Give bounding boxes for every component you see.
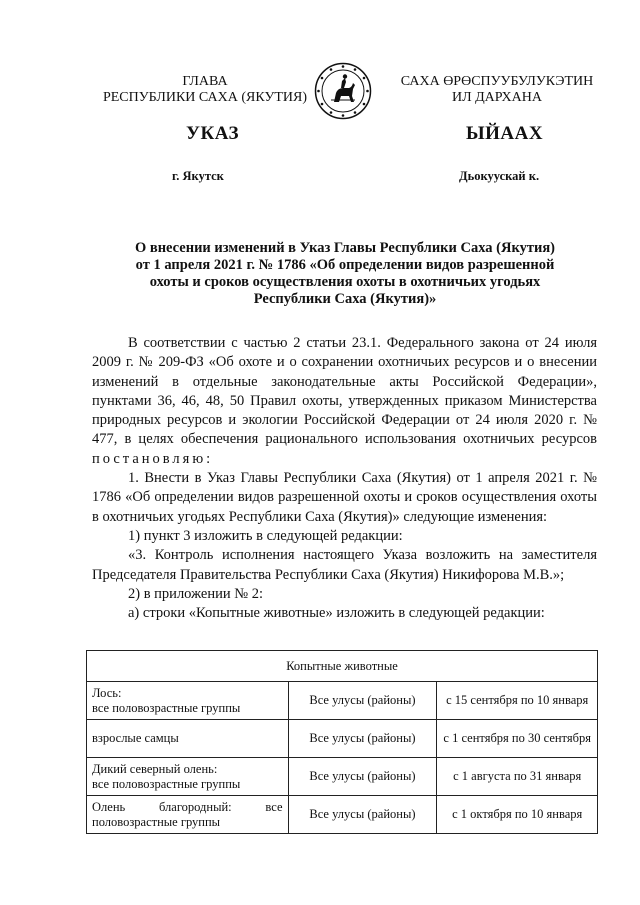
animal-group: все половозрастные группы: [92, 700, 241, 715]
table-caption: Копытные животные: [87, 651, 598, 682]
animal-cell: [87, 720, 289, 758]
item-1-paragraph: 1. Внести в Указ Главы Республики Саха (Якутия) от 1 апреля 2021 г. № 1786 «Об определении видов разрешенной охоты и сроков осуществления охоты в охотничьих угодьях Республики Саха (Якутия)» следующие изменения:: [92, 470, 597, 525]
document-body: [92, 334, 597, 623]
animal-group: половозрастные группы: [92, 814, 221, 829]
coat-of-arms-emblem: [314, 62, 372, 120]
subitem-2a-paragraph: а) строки «Копытные животные» изложить в следующей редакции:: [128, 605, 545, 622]
title-line: О внесении изменений в Указ Главы Республики Саха (Якутия): [134, 240, 556, 256]
animal-cell: [87, 682, 289, 720]
title-line: от 1 апреля 2021 г. № 1786 «Об определении видов разрешенной: [135, 257, 555, 273]
table-row: [87, 682, 598, 720]
period-cell: с 1 октября по 10 января: [437, 796, 598, 834]
issuer-sah-line1: САХА ӨРӨСПУУБУЛУКЭТИН: [400, 74, 594, 89]
issuer-sah-line2: ИЛ ДАРХАНА: [451, 90, 542, 105]
issuer-ru: [80, 74, 330, 106]
title-line: Республики Саха (Якутия)»: [253, 291, 437, 307]
animal-cell: [87, 796, 289, 834]
area-cell: Все улусы (районы): [288, 796, 437, 834]
period-cell: с 1 сентября по 30 сентября: [437, 720, 598, 758]
table-row: [87, 796, 598, 834]
area-cell: Все улусы (районы): [288, 682, 437, 720]
animal-name: Лось:: [92, 685, 122, 700]
table-row: [87, 758, 598, 796]
city-sah: Дьокуускай к.: [459, 169, 540, 183]
issuer-sah: [392, 74, 602, 106]
preamble-text: В соответствии с частью 2 статьи 23.1. Федерального закона от 24 июля 2009 г. № 209-ФЗ «Об охоте и о сохранении охотничьих ресурсов и о внесении изменений в отдельные законодательные акты Российской Федерации», пунктами 36, 46, 48, 50 Правил охоты, утвержденных приказом Министерства природных ресурсов и экологии Российской Федерации от 24 июля 2020 г. № 477, в целях обеспечения рационального использования охотничьих ресурсов: [92, 335, 597, 448]
city-ru: г. Якутск: [172, 169, 224, 183]
issuer-ru-line1: ГЛАВА: [182, 74, 228, 89]
issuer-ru-line2: РЕСПУБЛИКИ САХА (ЯКУТИЯ): [102, 90, 308, 105]
hunting-periods-table: [86, 650, 598, 834]
period-cell: с 1 августа по 31 января: [437, 758, 598, 796]
area-cell: Все улусы (районы): [288, 720, 437, 758]
animal-name: Дикий северный олень:: [92, 761, 218, 776]
document-title: [95, 240, 595, 308]
animal-group: все половозрастные группы: [92, 776, 241, 791]
resolve-word: постановляю:: [92, 450, 214, 467]
animal-name: Олень благородный: все: [92, 799, 283, 814]
decree-title-ru: УКАЗ: [186, 123, 239, 144]
animal-name: взрослые самцы: [92, 731, 179, 745]
quoted-item-3-paragraph: «3. Контроль исполнения настоящего Указа возложить на заместителя Председателя Правительства Республики Саха (Якутия) Никифорова М.В.»;: [92, 547, 597, 583]
preamble-paragraph: [92, 334, 597, 469]
title-line: охоты и сроков осуществления охоты в охотничьих угодьях: [149, 274, 541, 290]
subitem-2-paragraph: 2) в приложении № 2:: [128, 585, 263, 602]
subitem-1-paragraph: 1) пункт 3 изложить в следующей редакции:: [128, 527, 403, 544]
period-cell: с 15 сентября по 10 января: [437, 682, 598, 720]
table-row: [87, 720, 598, 758]
area-cell: Все улусы (районы): [288, 758, 437, 796]
decree-title-sah: ЫЙААХ: [466, 123, 544, 144]
animal-cell: [87, 758, 289, 796]
